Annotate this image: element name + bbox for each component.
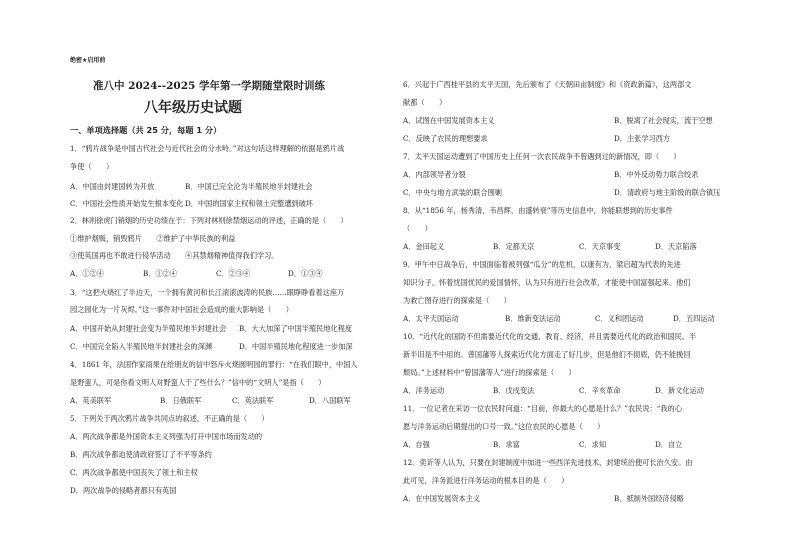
q10-stem-line1: 10．“近代化的国防不但需要近代化的交通、教育、经济，并且需要近代化的政治和国民。半 — [403, 332, 697, 341]
q7-option-d: D．清政府与地主阶级的联合镇压 — [614, 188, 721, 197]
q2-option-a: A．①②④ — [70, 269, 104, 278]
q1-stem-line2: 争使（ ） — [70, 162, 114, 171]
q11-option-c: C．求知 — [579, 440, 607, 449]
q3-stem-line2: 园之园化为一片灰烬。”这一事件对中国社会造成的重大影响是（ ） — [70, 305, 293, 314]
q11-option-d: D．自立 — [655, 440, 683, 449]
q6-option-a: A．试图在中国发展资本主义 — [403, 116, 495, 125]
q4-option-d: D．八国联军 — [309, 396, 351, 405]
q2-option-d: D．①③④ — [288, 269, 323, 278]
q1-option-d: D．中国的国家主权和领土完整遭到破坏 — [185, 199, 313, 208]
q11-stem-line1: 11．一位记者在采访一位农民时问道：“目前，你最大的心愿是什么？”农民说：“我的心 — [403, 404, 682, 413]
q6-stem-line1: 6．兴起于广西桂平县的太平天国，先后颁布了《天朝田亩制度》和《资政新篇》，这两部文 — [403, 80, 692, 89]
q4-option-a: A．英美联军 — [70, 396, 112, 405]
q9-option-b: B．维新变法运动 — [505, 314, 561, 323]
q10-option-a: A．洋务运动 — [403, 386, 445, 395]
q4-option-c: C．英法联军 — [232, 396, 274, 405]
section-heading: 一、单项选择题（共 25 分，每题 1 分） — [70, 125, 222, 135]
q7-option-c: C．中央与地方武装的联合围剿 — [403, 188, 502, 197]
q5-option-b: B．两次战争都迫使清政府签订了不平等条约 — [70, 450, 212, 459]
q4-stem-line2: 是野蛮人，可是你看文明人对野蛮人干了些什么？”信中的“文明人”是指（ ） — [70, 378, 326, 387]
q3-option-d: D．中国半殖民地化程度进一步加深 — [239, 342, 353, 351]
q8-option-c: C．天京事变 — [579, 242, 621, 251]
q9-option-a: A．太平天国运动 — [403, 314, 459, 323]
q11-option-b: B．求富 — [493, 440, 520, 449]
q10-option-c: C．辛亥革命 — [579, 386, 621, 395]
q12-option-b: B．抵制外国经济侵略 — [614, 494, 684, 503]
q1-option-a: A．中国由封建国转为开放 — [70, 182, 155, 191]
q12-option-a: A．在中国发展资本主义 — [403, 494, 481, 503]
q3-option-c: C．中国完全陷入半殖民地半封建社会的深渊 — [70, 342, 213, 351]
q6-option-b: B．脱离了社会现实，流于空想 — [614, 116, 713, 125]
q7-stem: 7．太平天国运动遭到了中国历史上任何一次农民战争不曾遇到过的新情况，即（ ） — [403, 152, 681, 161]
right-column — [397, 0, 794, 560]
q5-option-a: A．两次战争都是外国资本主义列强为打开中国市场而发动的 — [70, 432, 263, 441]
q2-statement-1: ①维护烟贩，销毁鸦片 ②维护了中华民族的利益 — [70, 234, 236, 243]
q10-stem-line3: 颓局。”上述材料中“曾国藩等人”进行的探索是（ ） — [403, 368, 576, 377]
exam-title: 准八中 2024--2025 学年第一学期随堂限时训练 — [93, 80, 325, 92]
q2-option-b: B．①②④ — [143, 269, 178, 278]
q6-option-d: D．主张学习西方 — [614, 134, 671, 143]
q12-stem-line2: 此可见，洋务派进行洋务运动的根本目的是（ ） — [403, 476, 569, 485]
q2-statement-2: ③使英国再也不敢进行侵华活动 ④其禁烟精神值得我们学习。 — [70, 251, 279, 260]
q5-stem: 5．下列关于两次鸦片战争共同点的叙述，不正确的是（ ） — [70, 414, 269, 423]
exam-subtitle: 八年级历史试题 — [144, 100, 242, 116]
q8-stem-line1: 8．从“1856 年，杨秀清，韦昌辉，由盛转衰”等历史信息中，你能联想到的历史事件 — [403, 206, 673, 215]
q3-option-a: A．中国开始从封建社会变为半殖民地半封建社会 — [70, 324, 227, 333]
q9-stem-line3: 为救亡图存进行的探索是（ ） — [403, 296, 511, 305]
q11-option-a: A．自强 — [403, 440, 430, 449]
q8-option-a: A．金田起义 — [403, 242, 445, 251]
secret-label: 绝密★启用前 — [70, 57, 106, 64]
q1-option-c: C．中国社会性质开始发生根本变化 — [70, 199, 184, 208]
q6-option-c: C．反映了农民的理想要求 — [403, 134, 488, 143]
q10-option-b: B．戊戌变法 — [493, 386, 535, 395]
q9-option-c: C．义和团运动 — [595, 314, 644, 323]
q5-option-c: C．两次战争都使中国丧失了领土和主权 — [70, 468, 198, 477]
q1-stem-line1: 1．“鸦片战争是中国古代社会与近代社会的分水岭。”对这句话这样理解的依据是鸦片战 — [70, 144, 345, 153]
q3-option-b: B．大大加深了中国半殖民地化程度 — [239, 324, 353, 333]
q6-stem-line2: 献都（ ） — [403, 98, 447, 107]
q3-stem-line1: 3．“这把火烧红了半边天，一个拥有黄河和长江滚滚波涛的民族……眼睁睁看着这座万 — [70, 288, 345, 297]
q8-stem-line2: （ ） — [403, 224, 432, 233]
q9-stem-line2: 知识分子，怀着忧国忧民的爱国情怀，认为只有进行社会改革，才能使中国富强起来。他们 — [403, 278, 691, 287]
q4-stem-line1: 4．1861 年，法国作家雨果在给朋友的信中怒斥火烧圆明园的罪行：“在我们眼中，中国人 — [70, 360, 358, 369]
q8-option-d: D．天京陷落 — [655, 242, 697, 251]
q8-option-b: B．定都天京 — [493, 242, 535, 251]
q7-option-b: B．中外反动势力联合绞杀 — [614, 170, 699, 179]
q7-option-a: A．内部领导者分裂 — [403, 170, 466, 179]
q5-option-d: D．两次战争的侵略者都只有英国 — [70, 486, 177, 495]
q2-option-c: C．②③④ — [216, 269, 251, 278]
q9-option-d: D．五四运动 — [673, 314, 715, 323]
q1-option-b: B．中国已完全沦为半殖民地半封建社会 — [185, 182, 313, 191]
q11-stem-line2: 愿与洋务运动后期提出的口号一致。”这位农民的心愿是（ ） — [403, 422, 605, 431]
q12-stem-line1: 12．奕䜣等人认为，只要在封建制度中加进一些西洋先进技术，封建统治便可长治久安。由 — [403, 458, 693, 467]
q9-stem-line1: 9．甲午中日战争后，中国面临着被列强“瓜分”的危机，以康有为、梁启超为代表的先进 — [403, 260, 681, 269]
q2-stem: 2．林则徐虎门销烟的历史功绩在于：下列对林则徐禁烟运动的评述，正确的是（ ） — [70, 216, 348, 225]
q10-stem-line2: 新半旧是不中用的。曾国藩等人探索近代化方面走了好几步，但是他们不彻底，仍不能挽回 — [403, 350, 691, 359]
q10-option-d: D．新文化运动 — [655, 386, 704, 395]
q4-option-b: B．日俄联军 — [160, 396, 202, 405]
